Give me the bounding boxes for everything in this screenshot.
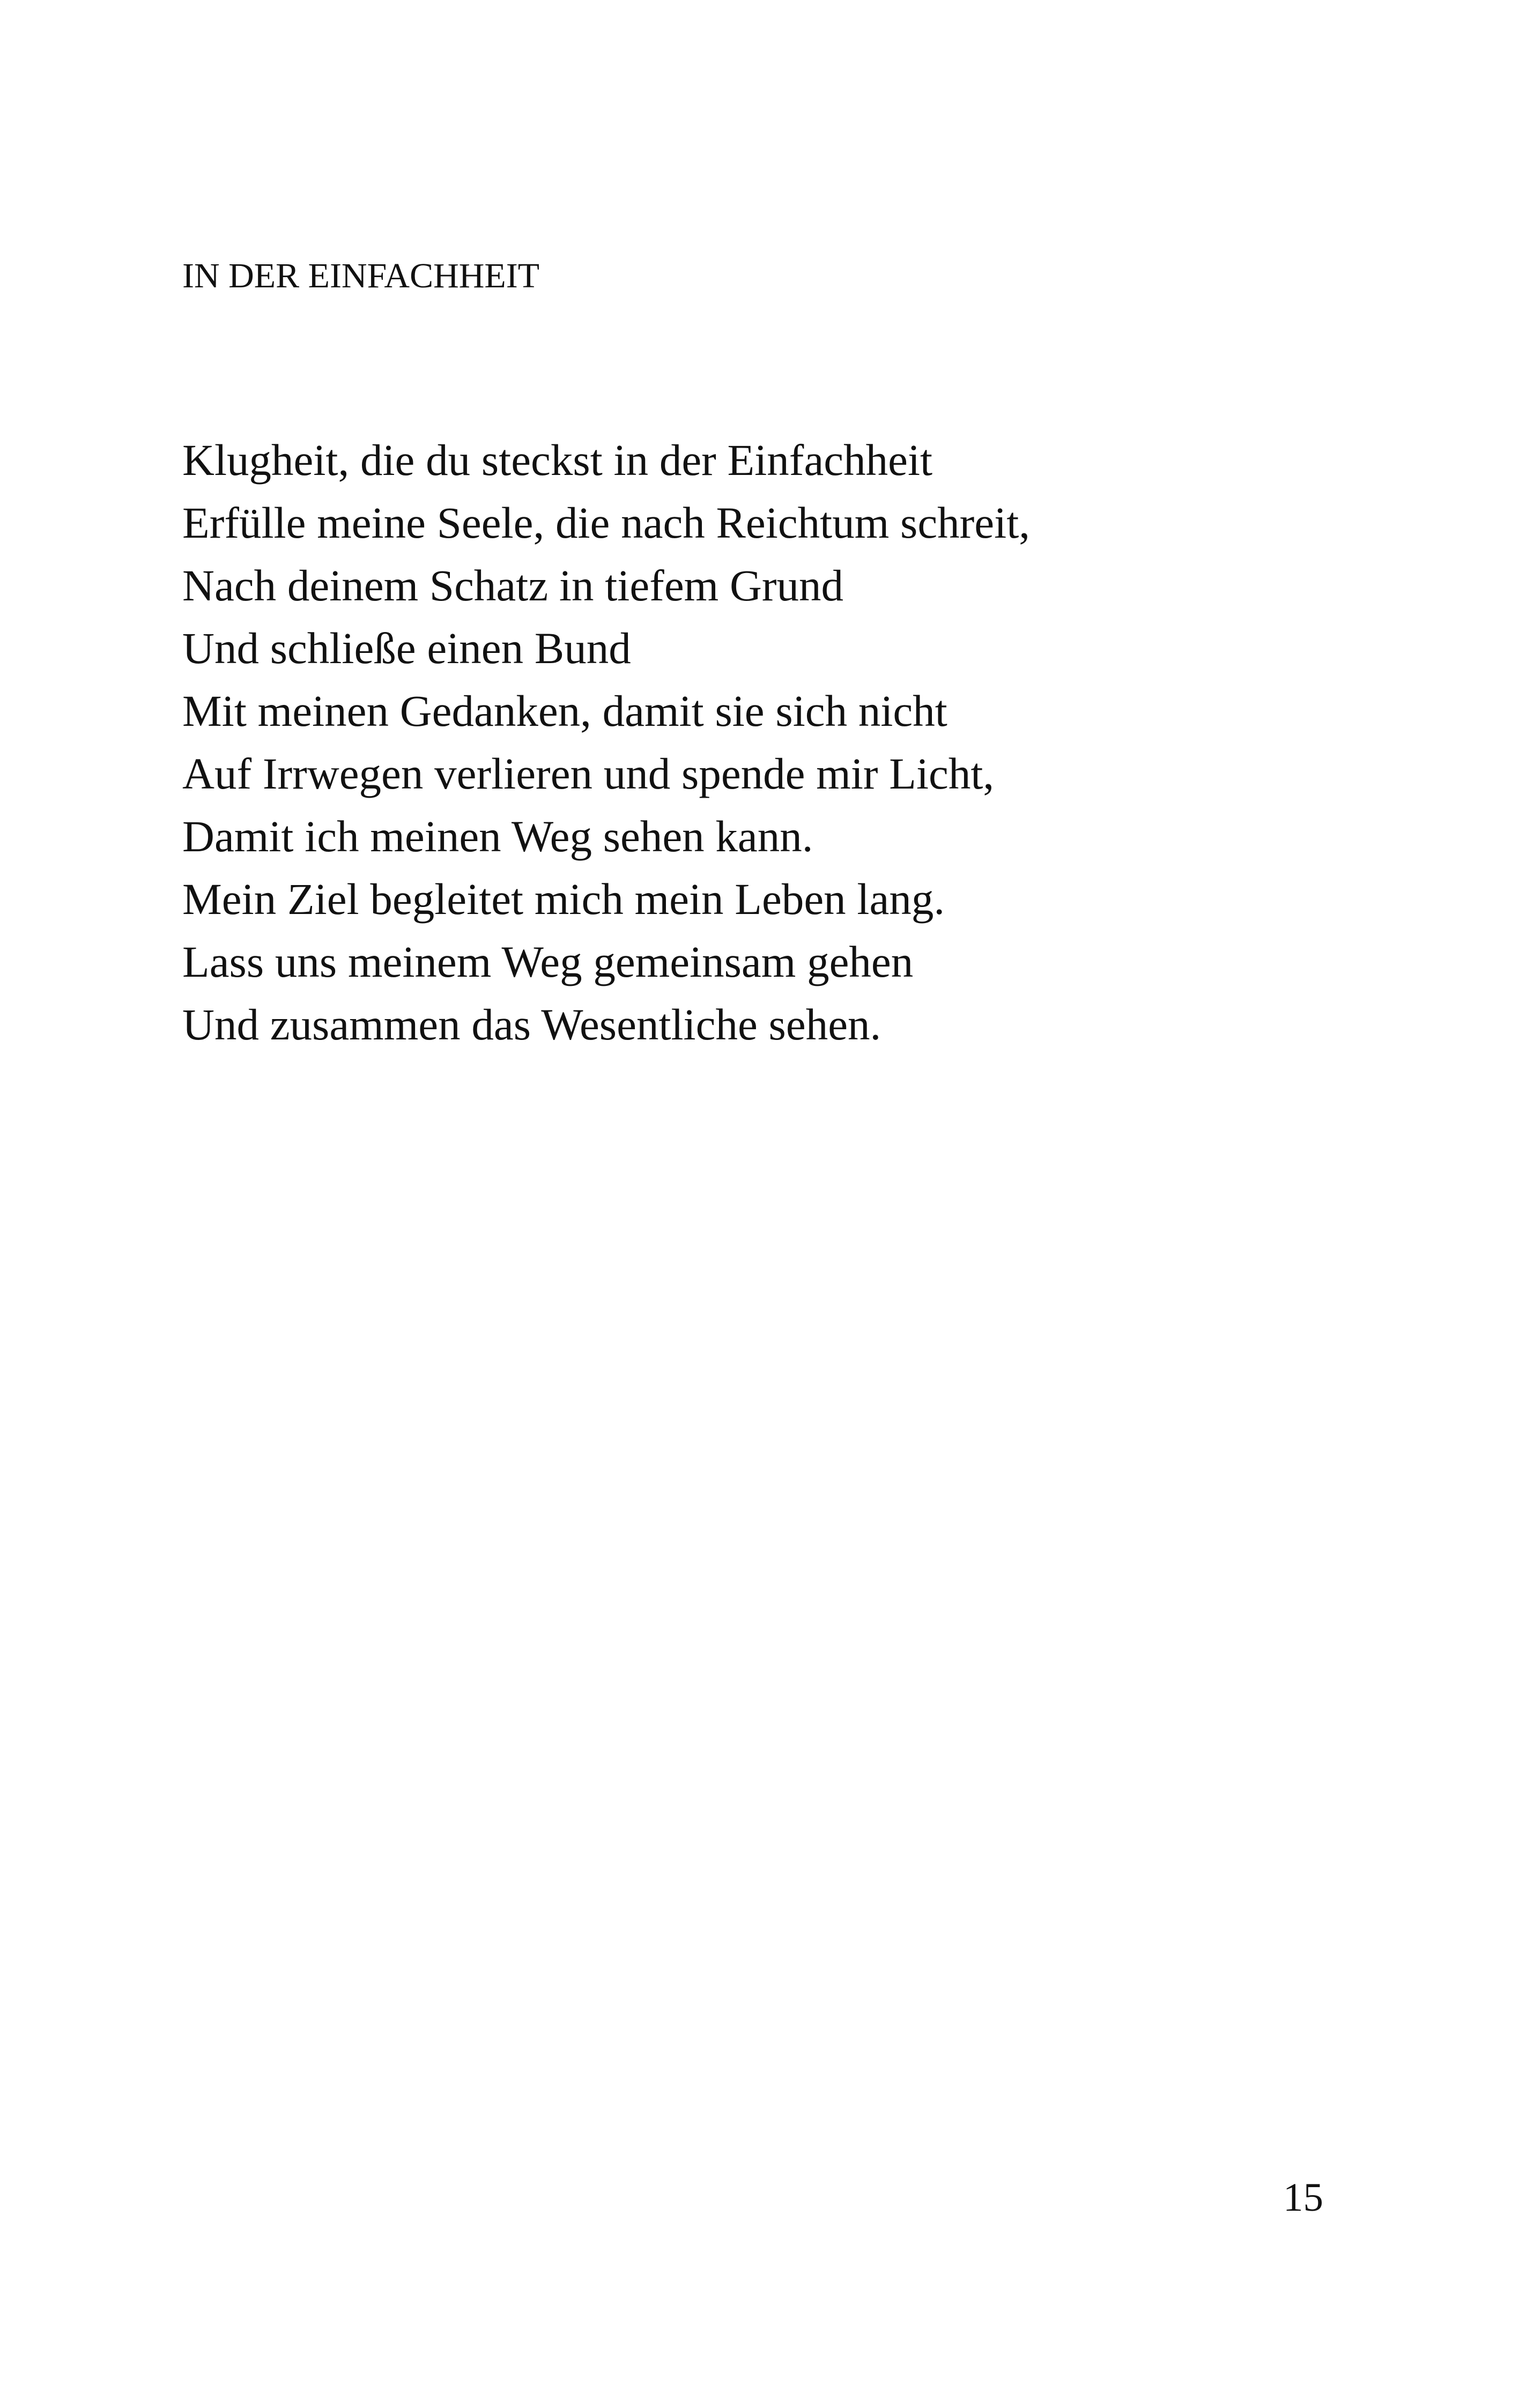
- poem-line: Mein Ziel begleitet mich mein Leben lang.: [182, 874, 945, 924]
- poem-line: Klugheit, die du steckst in der Einfachheit: [182, 435, 933, 485]
- poem-line: Erfülle meine Seele, die nach Reichtum schreit,: [182, 498, 1031, 547]
- poem-line: Und zusammen das Wesentliche sehen.: [182, 1000, 881, 1049]
- poem-line: Auf Irrwegen verlieren und spende mir Licht,: [182, 749, 995, 798]
- poem-body: [182, 429, 1030, 1056]
- poem-line: Mit meinen Gedanken, damit sie sich nicht: [182, 686, 947, 735]
- poem-line: Lass uns meinem Weg gemeinsam gehen: [182, 937, 914, 986]
- poem-line: Damit ich meinen Weg sehen kann.: [182, 812, 813, 861]
- page-number: 15: [1283, 2175, 1323, 2220]
- poem-title: IN DER EINFACHHEIT: [182, 256, 540, 295]
- poem-line: Nach deinem Schatz in tiefem Grund: [182, 561, 844, 610]
- poem-line: Und schließe einen Bund: [182, 623, 631, 673]
